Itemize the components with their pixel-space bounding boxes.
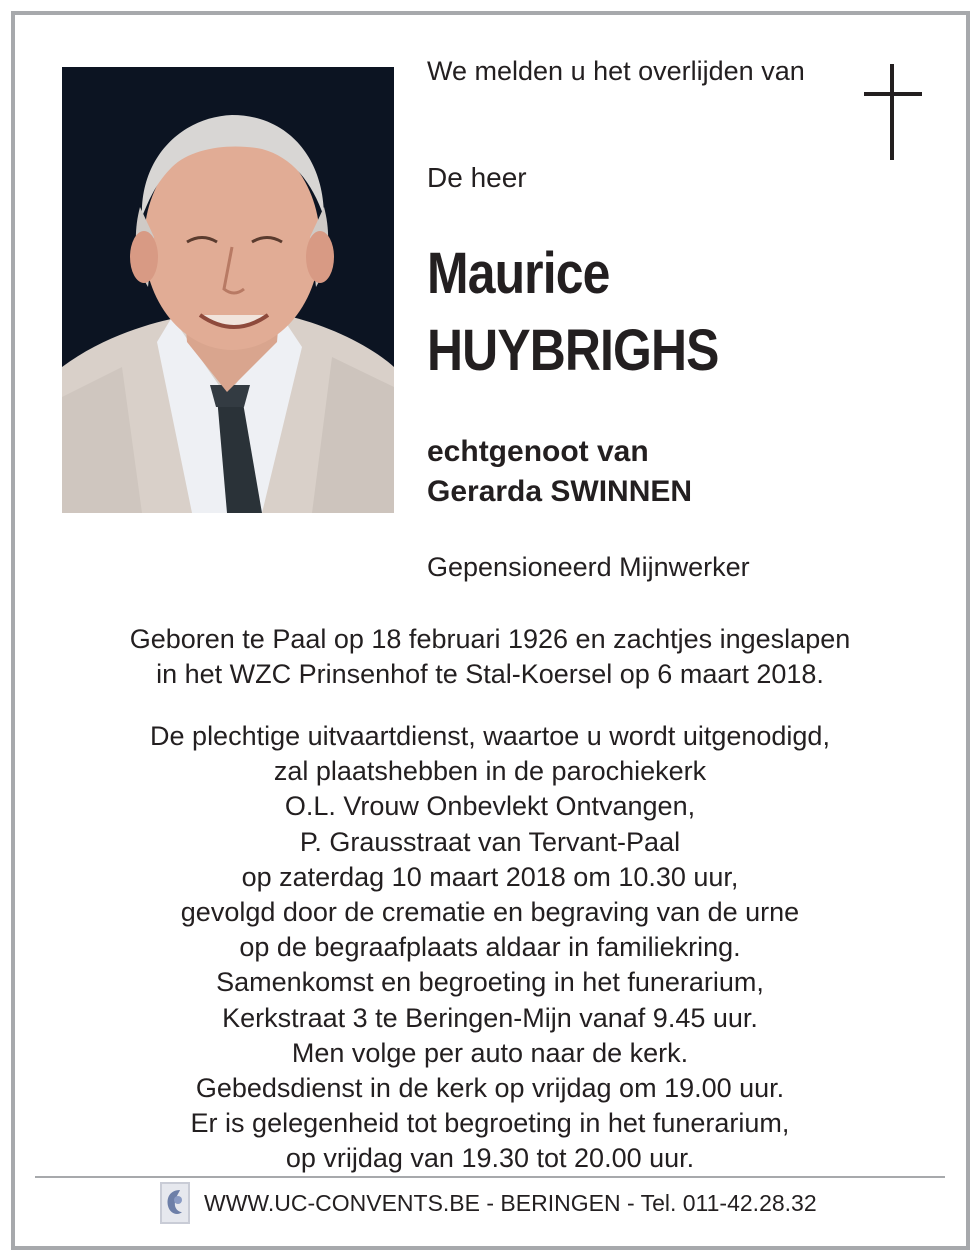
honorific-title: De heer: [427, 162, 527, 193]
deceased-first-name: Maurice: [427, 241, 610, 306]
cross-icon: [864, 64, 922, 160]
text-line: in het WZC Prinsenhof te Stal-Koersel op 6 maart 2018.: [156, 659, 824, 689]
spouse-block: [427, 432, 692, 512]
spouse-name: Gerarda SWINNEN: [427, 475, 693, 508]
text-line: O.L. Vrouw Onbevlekt Ontvangen,: [284, 791, 696, 822]
text-line: P. Grausstraat van Tervant-Paal: [299, 826, 681, 857]
text-line: zal plaatshebben in de parochiekerk: [273, 756, 707, 787]
intro-text: We melden u het overlijden van: [427, 56, 805, 86]
text-line: Samenkomst en begroeting in het funerarium,: [216, 967, 764, 998]
text-line: gevolgd door de crematie en begraving van de urne: [180, 897, 800, 928]
text-line: Kerkstraat 3 te Beringen-Mijn vanaf 9.45 uur.: [222, 1002, 758, 1033]
spouse-relation: echtgenoot van: [427, 435, 649, 468]
text-line: op vrijdag van 19.30 tot 20.00 uur.: [285, 1143, 695, 1174]
footer-contact: WWW.UC-CONVENTS.BE - BERINGEN - Tel. 011-42.28.32: [204, 1190, 817, 1216]
funeral-home-logo-icon: [160, 1182, 190, 1224]
profession: Gepensioneerd Mijnwerker: [427, 552, 750, 582]
text-line: op de begraafplaats aldaar in familiekring.: [239, 932, 741, 963]
text-line: Men volge per auto naar de kerk.: [291, 1037, 689, 1068]
funeral-details: [40, 719, 940, 1177]
text-line: op zaterdag 10 maart 2018 om 10.30 uur,: [241, 861, 739, 892]
text-line: Gebedsdienst in de kerk op vrijdag om 19.00 uur.: [195, 1073, 785, 1104]
footer-divider: [35, 1176, 945, 1178]
portrait-photo: [62, 67, 394, 513]
text-line: Geboren te Paal op 18 februari 1926 en zachtjes ingeslapen: [129, 624, 851, 654]
text-line: De plechtige uitvaartdienst, waartoe u wordt uitgenodigd,: [150, 721, 830, 751]
birth-death-text: [40, 622, 940, 692]
deceased-last-name: HUYBRIGHS: [427, 318, 719, 383]
footer: [160, 1182, 860, 1226]
text-line: Er is gelegenheid tot begroeting in het funerarium,: [190, 1108, 790, 1139]
